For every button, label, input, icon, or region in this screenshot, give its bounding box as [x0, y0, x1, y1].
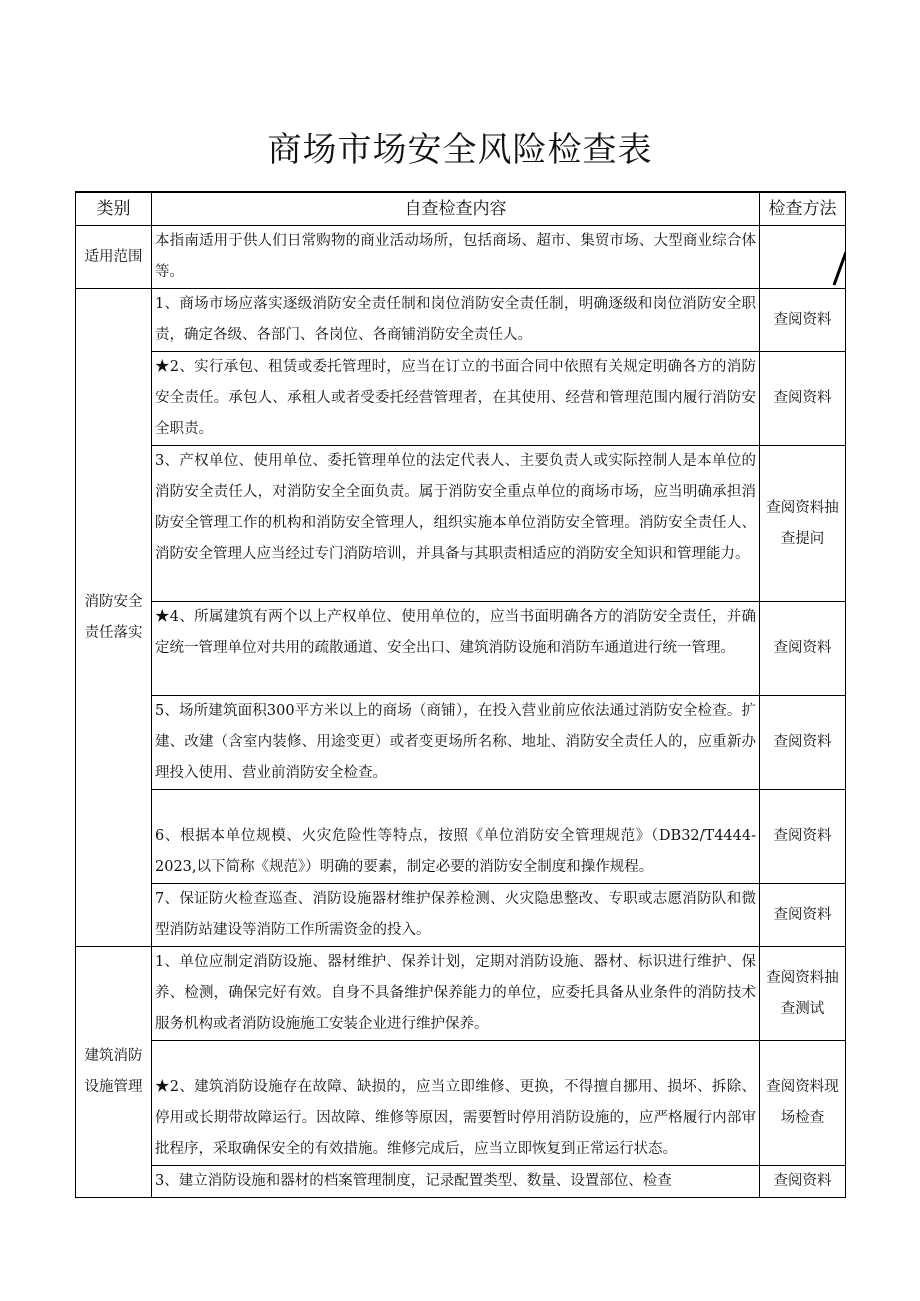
item-content: 3、产权单位、使用单位、委托管理单位的法定代表人、主要负责人或实际控制人是本单位的消防安全责任人，对消防安全全面负责。属于消防安全重点单位的商场市场，应当明确承担消防安全管理工作的机构和消防安全管理人，组织实施本单位消防安全管理。消防安全责任人、消防安全管理人应当经过专门消防培训，并具备与其职责相适应的消防安全知识和管理能力。: [152, 446, 760, 602]
item-content: 6、根据本单位规模、火灾危险性等特点，按照《单位消防安全管理规范》（DB32/T4444-2023,以下简称《规范》）明确的要素，制定必要的消防安全制度和操作规程。: [152, 790, 760, 884]
item-method: 查阅资料现场检查: [760, 1041, 846, 1166]
table-row: [76, 696, 846, 790]
item-method: 查阅资料: [760, 602, 846, 696]
item-method: 查阅资料抽查提问: [760, 446, 846, 602]
table-row: [76, 289, 846, 352]
table-row: [76, 790, 846, 884]
item-content: 7、保证防火检查巡查、消防设施器材维护保养检测、火灾隐患整改、专职或志愿消防队和微型消防站建设等消防工作所需资金的投入。: [152, 884, 760, 947]
item-method: 查阅资料抽查测试: [760, 947, 846, 1041]
item-method: 查阅资料: [760, 1166, 846, 1198]
table-row: [76, 884, 846, 947]
header-category: 类别: [76, 192, 152, 226]
table-row: [76, 446, 846, 602]
header-content: 自查检查内容: [152, 192, 760, 226]
item-method: 查阅资料: [760, 289, 846, 352]
header-method: 检查方法: [760, 192, 846, 226]
page-title: 商场市场安全风险检查表: [267, 130, 653, 170]
item-content: 5、场所建筑面积300平方米以上的商场（商铺），在投入营业前应依法通过消防安全检查。扩建、改建（含室内装修、用途变更）或者变更场所名称、地址、消防安全责任人的，应重新办理投入使用、营业前消防安全检查。: [152, 696, 760, 790]
table-row: [76, 1166, 846, 1198]
item-method: 查阅资料: [760, 352, 846, 446]
item-content: ★2、建筑消防设施存在故障、缺损的，应当立即维修、更换，不得擅自挪用、损坏、拆除、停用或长期带故障运行。因故障、维修等原因，需要暂时停用消防设施的，应严格履行内部审批程序，采取确保安全的有效措施。维修完成后，应当立即恢复到正常运行状态。: [152, 1041, 760, 1166]
inspection-table: [75, 191, 846, 1198]
item-method: 查阅资料: [760, 884, 846, 947]
scope-category: 适用范围: [76, 226, 152, 289]
scope-method-empty: [760, 226, 846, 289]
item-content: ★4、所属建筑有两个以上产权单位、使用单位的，应当书面明确各方的消防安全责任，并确定统一管理单位对共用的疏散通道、安全出口、建筑消防设施和消防车通道进行统一管理。: [152, 602, 760, 696]
item-content: ★2、实行承包、租赁或委托管理时，应当在订立的书面合同中依照有关规定明确各方的消防安全责任。承包人、承租人或者受委托经营管理者，在其使用、经营和管理范围内履行消防安全职责。: [152, 352, 760, 446]
diagonal-slash-mark: [760, 226, 846, 288]
table-row: [76, 947, 846, 1041]
table-row: [76, 352, 846, 446]
item-content: 1、商场市场应落实逐级消防安全责任制和岗位消防安全责任制，明确逐级和岗位消防安全职责，确定各级、各部门、各岗位、各商铺消防安全责任人。: [152, 289, 760, 352]
section-category: 建筑消防设施管理: [76, 947, 152, 1198]
scope-row: [76, 226, 846, 289]
table-row: [76, 1041, 846, 1166]
item-method: 查阅资料: [760, 790, 846, 884]
item-content: 1、单位应制定消防设施、器材维护、保养计划，定期对消防设施、器材、标识进行维护、保养、检测，确保完好有效。自身不具备维护保养能力的单位，应委托具备从业条件的消防技术服务机构或者消防设施施工安装企业进行维护保养。: [152, 947, 760, 1041]
table-row: [76, 602, 846, 696]
item-method: 查阅资料: [760, 696, 846, 790]
item-content: 3、建立消防设施和器材的档案管理制度，记录配置类型、数量、设置部位、检查: [152, 1166, 760, 1198]
section-category: 消防安全责任落实: [76, 289, 152, 947]
scope-content: 本指南适用于供人们日常购物的商业活动场所，包括商场、超市、集贸市场、大型商业综合体等。: [152, 226, 760, 289]
table-header-row: [76, 192, 846, 226]
